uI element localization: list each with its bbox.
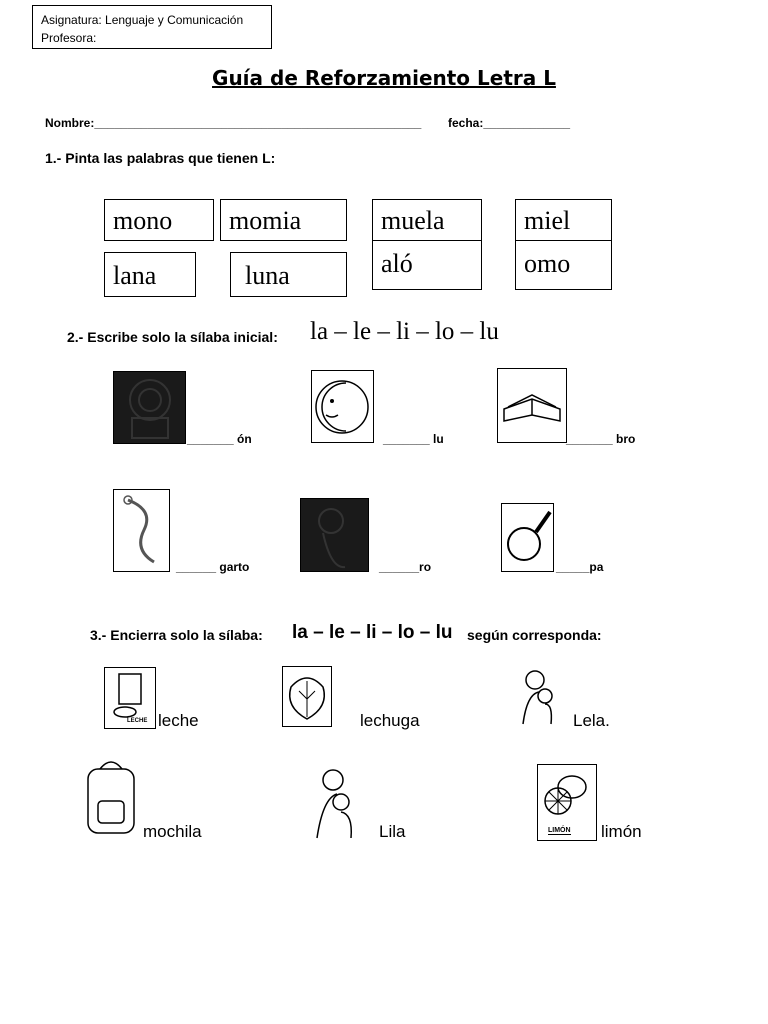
milk-label: LECHE	[127, 718, 148, 724]
word-box-miel[interactable]: miel	[515, 199, 612, 241]
subject-label: Asignatura: Lenguaje y Comunicación	[41, 13, 244, 27]
q3-suffix: según corresponda:	[467, 627, 602, 643]
lemon-label: LIMÓN	[548, 827, 571, 834]
word-box-momia[interactable]: momia	[220, 199, 347, 241]
page-title: Guía de Reforzamiento Letra L	[212, 66, 556, 90]
word-box-mono[interactable]: mono	[104, 199, 214, 241]
word-lila[interactable]: Lila	[379, 822, 406, 841]
book-icon	[497, 368, 567, 443]
name-field[interactable]: Nombre:_________________________________________________	[45, 116, 422, 130]
milk-icon	[104, 667, 156, 729]
word-lechuga[interactable]: lechuga	[360, 711, 420, 730]
blank-pa[interactable]: _____pa	[556, 560, 604, 574]
date-field[interactable]: fecha:_____________	[448, 116, 571, 130]
lizard-icon	[113, 489, 170, 572]
word-leche[interactable]: leche	[158, 711, 199, 730]
magnifier-icon	[501, 503, 554, 572]
lemon-icon	[537, 764, 597, 841]
blank-garto[interactable]: ______ garto	[176, 560, 250, 574]
q2-prompt: 2.- Escribe solo la sílaba inicial:	[67, 329, 278, 345]
header-box	[32, 5, 272, 49]
lettuce-icon	[282, 666, 332, 727]
blank-on[interactable]: _______ ón	[187, 432, 252, 446]
backpack-icon	[80, 753, 142, 837]
q2-syllables: la – le – li – lo – lu	[310, 318, 499, 345]
q3-prompt: 3.- Encierra solo la sílaba:	[90, 627, 263, 643]
q3-syllables: la – le – li – lo – lu	[292, 622, 453, 643]
q1-prompt: 1.- Pinta las palabras que tienen L:	[45, 150, 276, 166]
word-box-alo[interactable]: aló	[372, 240, 482, 290]
blank-bro[interactable]: _______ bro	[566, 432, 636, 446]
lion-icon	[113, 371, 186, 444]
word-box-omo[interactable]: omo	[515, 240, 612, 290]
teacher-label: Profesora:	[41, 31, 97, 45]
word-box-luna[interactable]: luna	[230, 252, 347, 297]
mother-child-icon	[513, 664, 569, 728]
word-box-lana[interactable]: lana	[104, 252, 196, 297]
blank-lu[interactable]: _______ lu	[383, 432, 444, 446]
word-limon[interactable]: limón	[601, 822, 642, 841]
mother-child-icon	[305, 764, 371, 841]
blank-ro[interactable]: ______ro	[379, 560, 432, 574]
word-lela[interactable]: Lela.	[573, 711, 610, 730]
word-box-muela[interactable]: muela	[372, 199, 482, 241]
parrot-icon	[300, 498, 369, 572]
word-mochila[interactable]: mochila	[143, 822, 202, 841]
moon-icon	[311, 370, 374, 443]
